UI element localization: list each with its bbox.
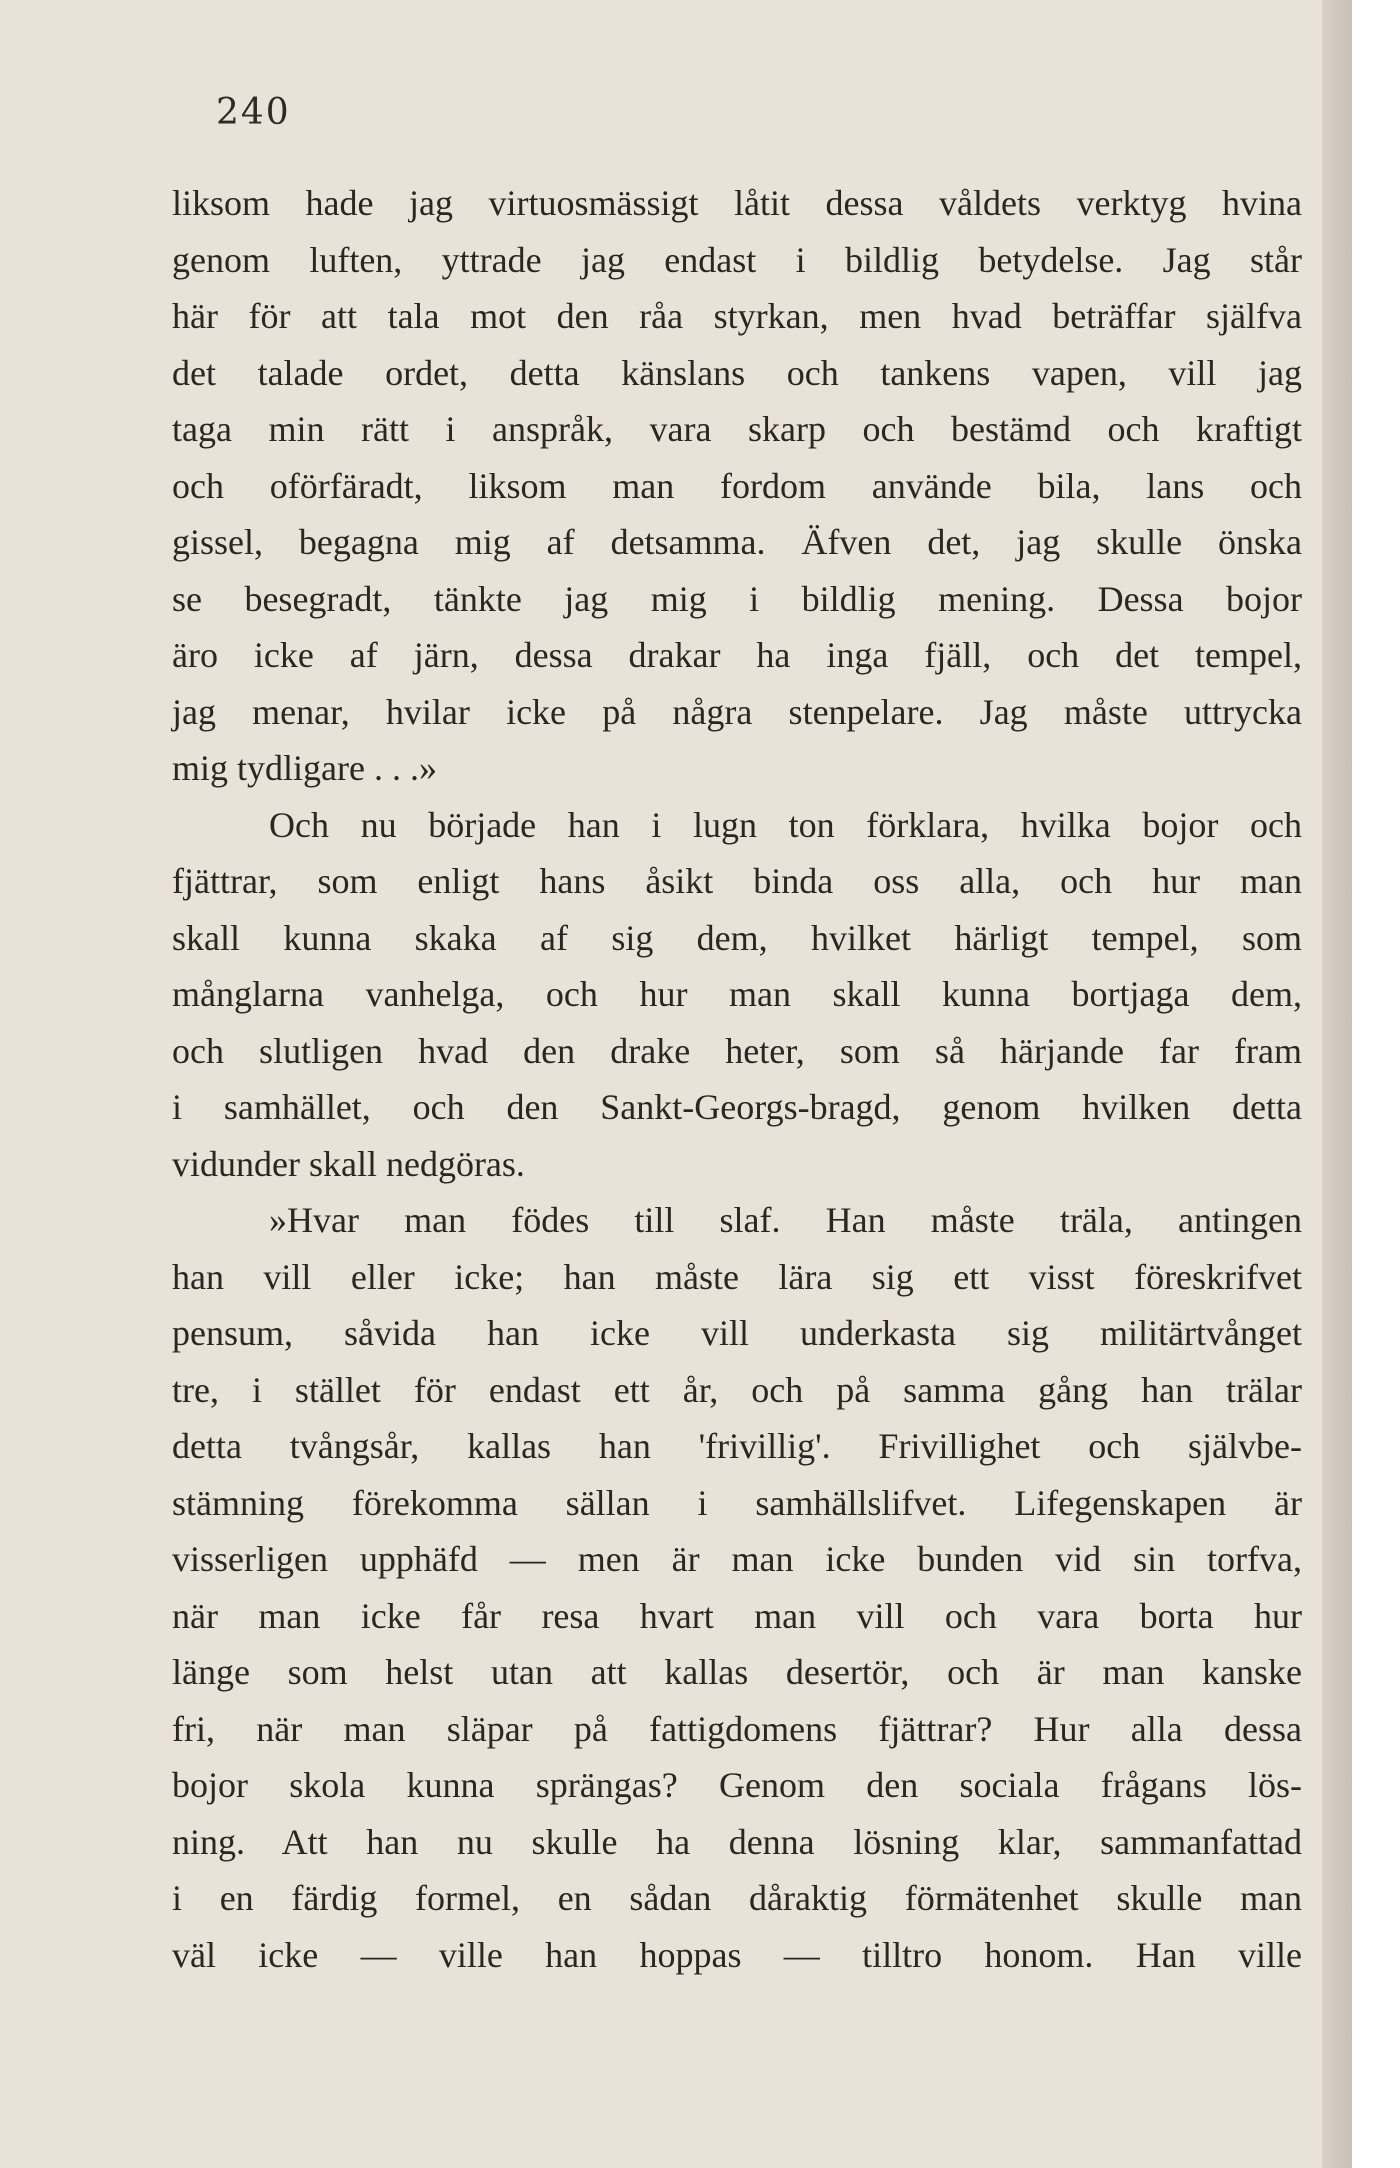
text-line: här för att tala mot den råa styrkan, men hvad beträffar själfva (172, 296, 1302, 336)
text-line: och oförfäradt, liksom man fordom använde bila, lans och (172, 465, 1302, 506)
text-line: gissel, begagna mig af detsamma. Äfven det, jag skulle önska (172, 522, 1302, 562)
text-line: månglarna vanhelga, och hur man skall kunna bortjaga dem, (172, 974, 1302, 1014)
text-line: se besegradt, tänkte jag mig i bildlig mening. Dessa bojor (172, 578, 1302, 619)
text-line: skall kunna skaka af sig dem, hvilket härligt tempel, som (172, 917, 1302, 958)
text-line: genom luften, yttrade jag endast i bildlig betydelse. Jag står (172, 239, 1302, 280)
text-line: liksom hade jag virtuosmässigt låtit dessa våldets verktyg hvina (172, 183, 1302, 223)
text-line: och slutligen hvad den drake heter, som så härjande far fram (172, 1030, 1302, 1071)
text-line: ning. Att han nu skulle ha denna lösning klar, sammanfattad (172, 1821, 1302, 1862)
text-line: i en färdig formel, en sådan dåraktig förmätenhet skulle man (172, 1878, 1302, 1918)
text-line: mig tydligare . . .» (172, 748, 437, 788)
page-edge (1322, 0, 1352, 2168)
paragraph-start-line: Och nu började han i lugn ton förklara, hvilka bojor och (269, 804, 1302, 845)
text-line: detta tvångsår, kallas han 'frivillig'. Frivillighet och självbe- (172, 1426, 1302, 1466)
text-line: när man icke får resa hvart man vill och vara borta hur (172, 1595, 1302, 1636)
text-line: länge som helst utan att kallas desertör, och är man kanske (172, 1652, 1302, 1692)
text-line: han vill eller icke; han måste lära sig ett visst föreskrifvet (172, 1256, 1302, 1297)
text-line: jag menar, hvilar icke på några stenpelare. Jag måste uttrycka (172, 691, 1302, 732)
text-line: i samhället, och den Sankt-Georgs-bragd, genom hvilken detta (172, 1087, 1302, 1127)
text-line: pensum, såvida han icke vill underkasta sig militärtvånget (172, 1313, 1302, 1353)
body-text (172, 175, 1302, 1983)
text-line: visserligen upphäfd — men är man icke bunden vid sin torfva, (172, 1539, 1302, 1579)
text-line: vidunder skall nedgöras. (172, 1143, 525, 1184)
text-line: fri, när man släpar på fattigdomens fjättrar? Hur alla dessa (172, 1708, 1302, 1749)
text-line: fjättrar, som enligt hans åsikt binda oss alla, och hur man (172, 861, 1302, 901)
text-line: äro icke af järn, dessa drakar ha inga fjäll, och det tempel, (172, 635, 1302, 675)
text-line: tre, i stället för endast ett år, och på samma gång han trälar (172, 1369, 1302, 1410)
page-number: 240 (216, 92, 291, 133)
text-line: väl icke — ville han hoppas — tilltro honom. Han ville (172, 1934, 1302, 1975)
text-line: taga min rätt i anspråk, vara skarp och bestämd och kraftigt (172, 409, 1302, 449)
text-line: det talade ordet, detta känslans och tankens vapen, vill jag (172, 352, 1302, 393)
text-line: bojor skola kunna sprängas? Genom den sociala frågans lös- (172, 1765, 1302, 1805)
text-line: stämning förekomma sällan i samhällslifvet. Lifegenskapen är (172, 1482, 1302, 1523)
paragraph-start-line: »Hvar man födes till slaf. Han måste träla, antingen (269, 1200, 1302, 1240)
